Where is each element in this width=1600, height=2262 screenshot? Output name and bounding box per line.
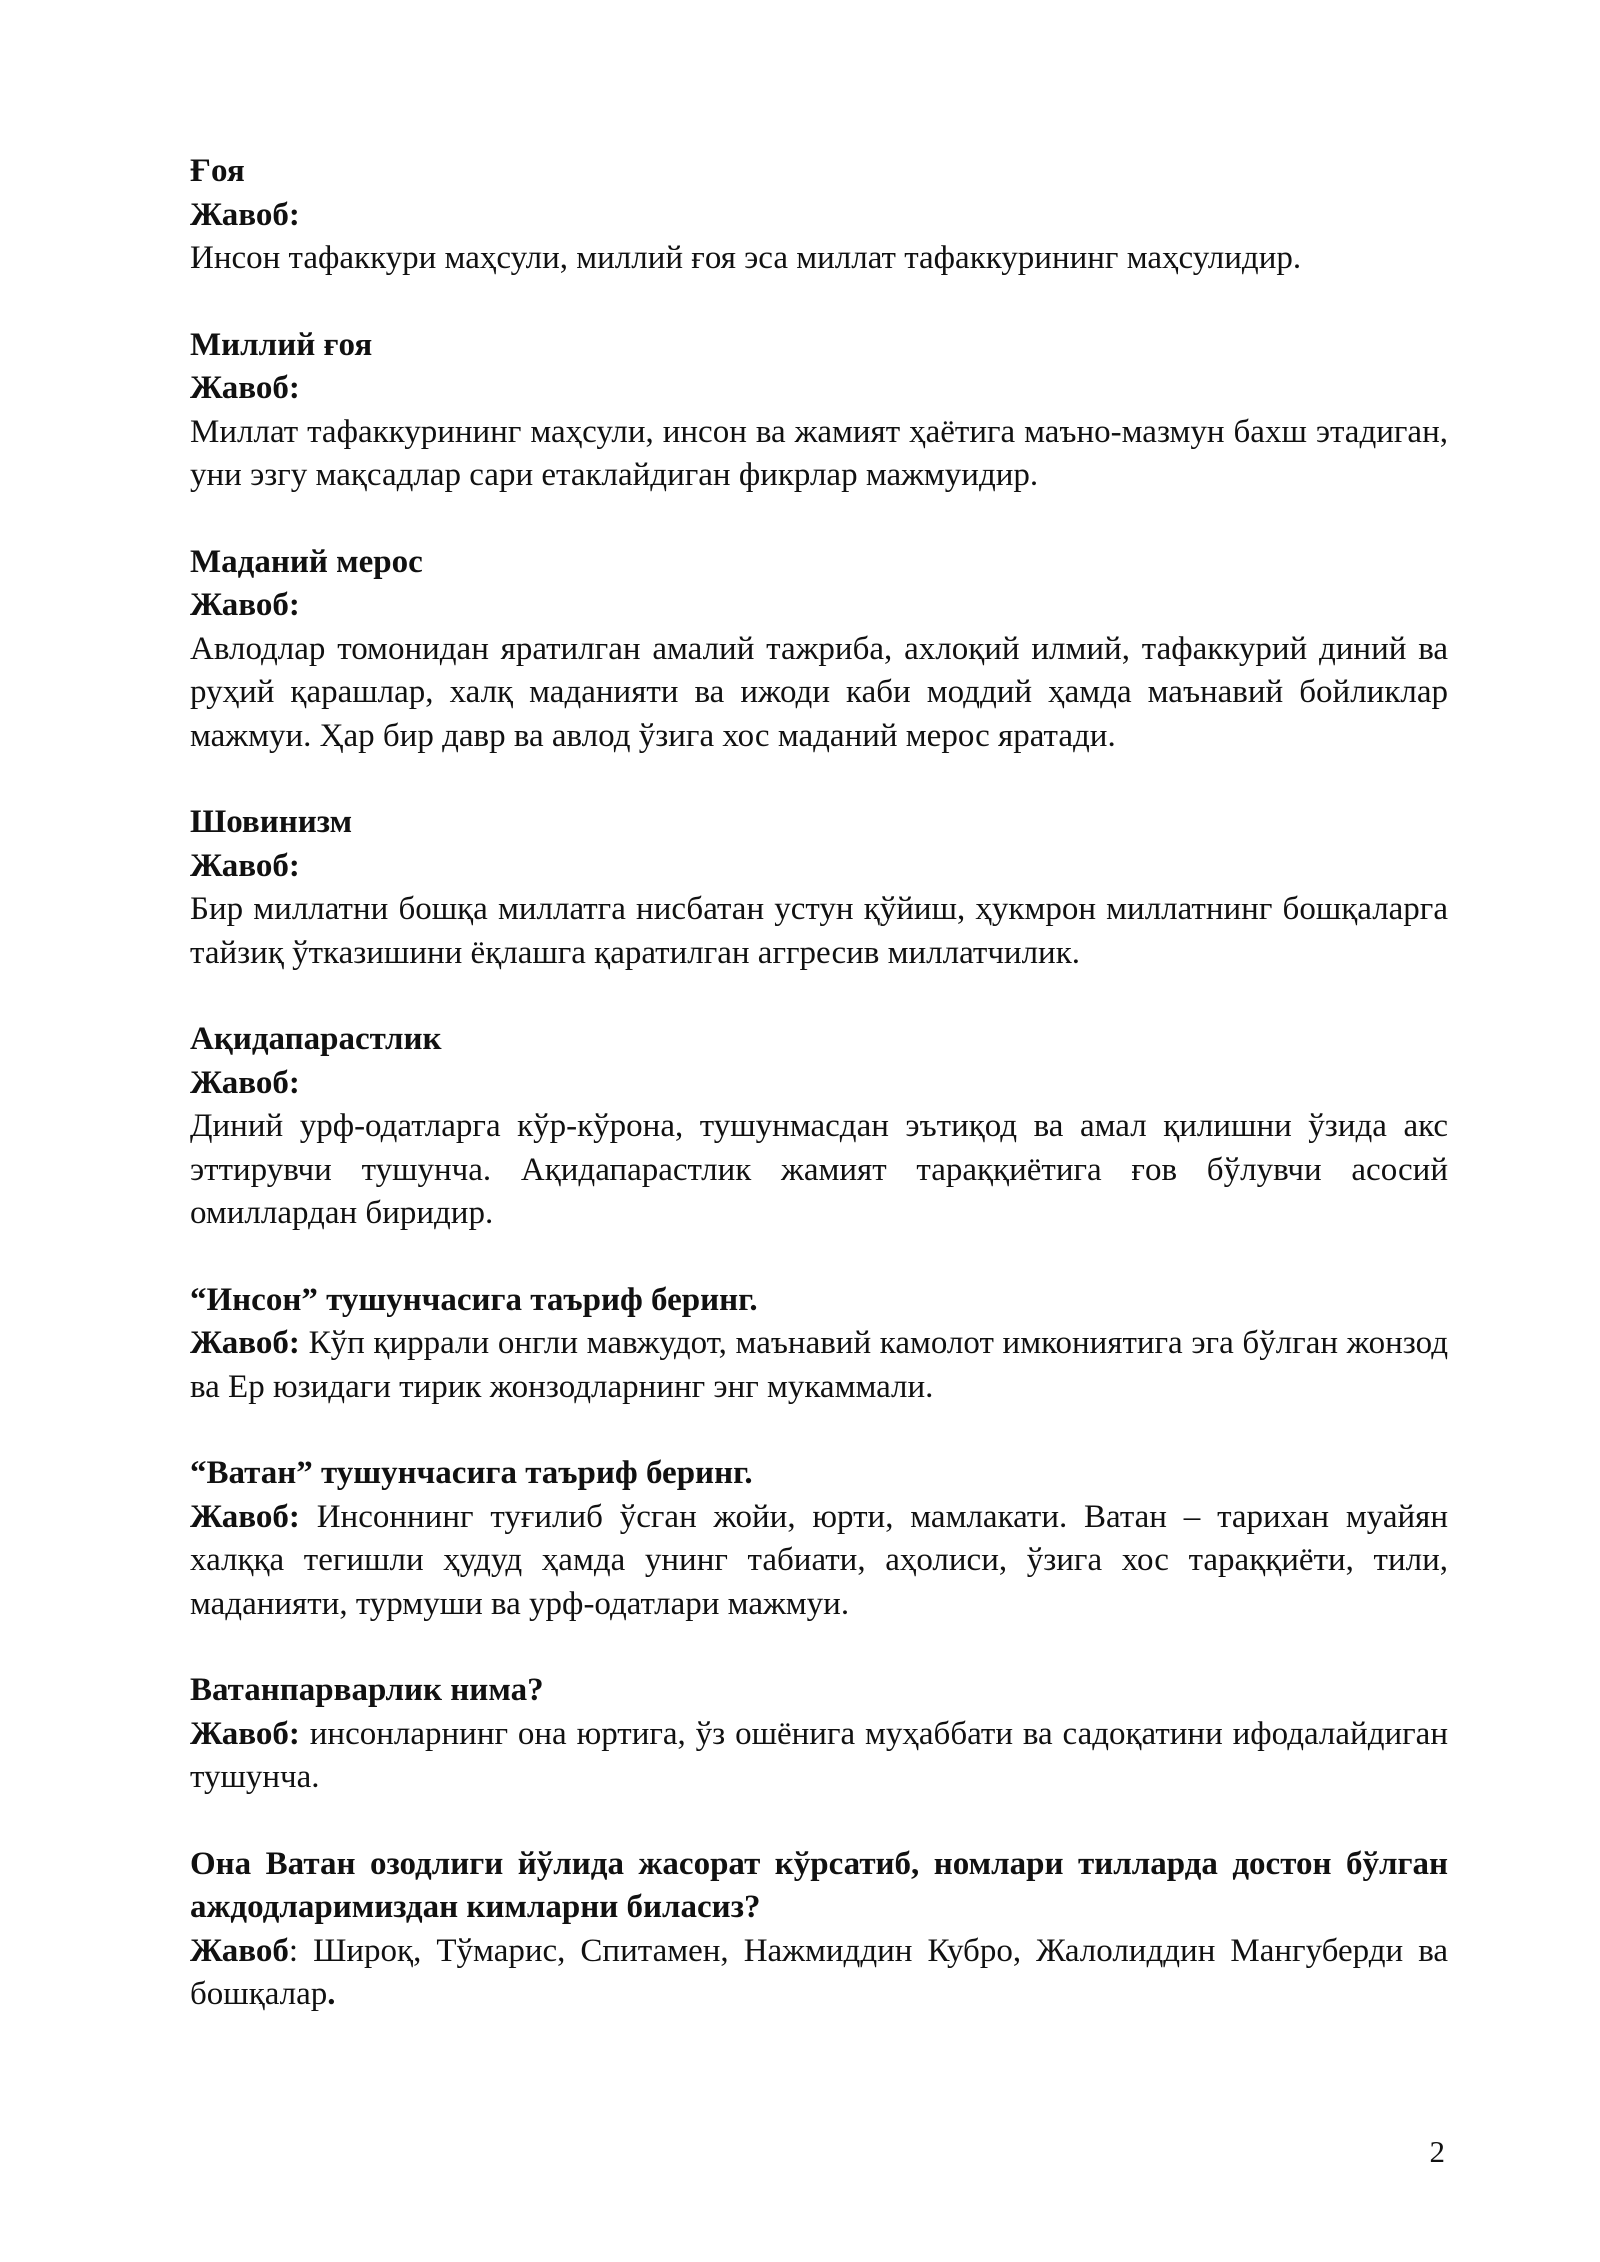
answer-text: Авлодлар томонидан яратилган амалий тажриба, ахлоқий илмий, тафаккурий диний ва руҳий қарашлар, халқ маданияти ва ижоди каби моддий ҳамда маънавий бойликлар мажмуи. Ҳар бир давр ва авлод ўзига хос маданий мерос яратади.	[190, 630, 1448, 754]
answer-paragraph	[190, 1930, 1448, 2017]
answer-label: Жавоб:	[190, 587, 300, 623]
answer-label: Жавоб:	[190, 370, 300, 406]
answer-text: инсонларнинг она юртига, ўз ошёнига муҳаббати ва садоқатини ифодалайдиган тушунча.	[190, 1715, 1448, 1795]
entry-milliy-goya	[190, 324, 1448, 498]
entry-title: “Ватан” тушунчасига таъриф беринг.	[190, 1455, 753, 1491]
page-number: 2	[1429, 2134, 1445, 2169]
answer-text: Инсоннинг туғилиб ўсган жойи, юрти, мамлакати. Ватан – тарихан муайян халққа тегишли ҳудуд ҳамда унинг табиати, аҳолиси, ўзига хос тараққиёти, тили, маданияти, турмуши ва урф-одатлари мажмуи.	[190, 1498, 1448, 1622]
answer-label: Жавоб:	[190, 196, 300, 233]
entry-title: Миллий ғоя	[190, 326, 373, 363]
entry-title: Ғоя	[190, 153, 245, 189]
entry-title: Шовинизм	[190, 804, 353, 840]
entry-title: Ақидапарастлик	[190, 1021, 442, 1057]
entry-title: “Инсон” тушунчасига таъриф беринг.	[190, 1281, 758, 1318]
entry-goya	[190, 150, 1448, 281]
answer-label: Жавоб	[190, 1932, 289, 1969]
answer-text: Диний урф-одатларга кўр-кўрона, тушунмасдан эътиқод ва амал қилишни ўзида акс эттирувчи тушунча. Ақидапарастлик жамият тараққиётига ғов бўлувчи асосий омиллардан биридир.	[190, 1108, 1448, 1231]
answer-label: Жавоб:	[190, 847, 300, 884]
answer-paragraph	[190, 1496, 1448, 1627]
entry-shovinizm	[190, 801, 1448, 975]
answer-text: : Широқ, Тўмарис, Спитамен, Нажмиддин Кубро, Жалолиддин Мангуберди ва бошқалар	[190, 1932, 1448, 2012]
answer-paragraph	[190, 1322, 1448, 1409]
answer-label: Жавоб:	[190, 1064, 300, 1101]
entry-ajdodlar	[190, 1843, 1448, 2017]
answer-label: Жавоб:	[190, 1325, 300, 1361]
answer-end-mark: .	[327, 1976, 336, 2012]
entry-madaniy-meros	[190, 541, 1448, 759]
answer-label: Жавоб:	[190, 1498, 300, 1535]
answer-label: Жавоб:	[190, 1715, 300, 1752]
entry-title: Она Ватан озодлиги йўлида жасорат кўрсатиб, номлари тилларда достон бўлган аждодларимиздан кимларни биласиз?	[190, 1845, 1448, 1925]
entry-vatanparvarlik	[190, 1669, 1448, 1800]
entry-title: Маданий мерос	[190, 543, 423, 580]
entry-vatan	[190, 1452, 1448, 1626]
answer-paragraph	[190, 1713, 1448, 1800]
answer-text: Миллат тафаккурининг маҳсули, инсон ва жамият ҳаётига маъно-мазмун бахш этадиган, уни эзгу мақсадлар сари етаклайдиган фикрлар мажмуидир.	[190, 413, 1448, 493]
document-page	[190, 150, 1448, 2060]
entry-aqidaparastlik	[190, 1018, 1448, 1236]
answer-text: Бир миллатни бошқа миллатга нисбатан устун қўйиш, ҳукмрон миллатнинг бошқаларга тайзиқ ўтказишини ёқлашга қаратилган аггресив миллатчилик.	[190, 891, 1448, 971]
entry-inson	[190, 1279, 1448, 1410]
answer-text: Инсон тафаккури маҳсули, миллий ғоя эса миллат тафаккурининг маҳсулидир.	[190, 240, 1302, 276]
answer-text: Кўп қиррали онгли мавжудот, маънавий камолот имкониятига эга бўлган жонзод ва Ер юзидаги тирик жонзодларнинг энг мукаммали.	[190, 1325, 1448, 1405]
entry-title: Ватанпарварлик нима?	[190, 1672, 544, 1708]
